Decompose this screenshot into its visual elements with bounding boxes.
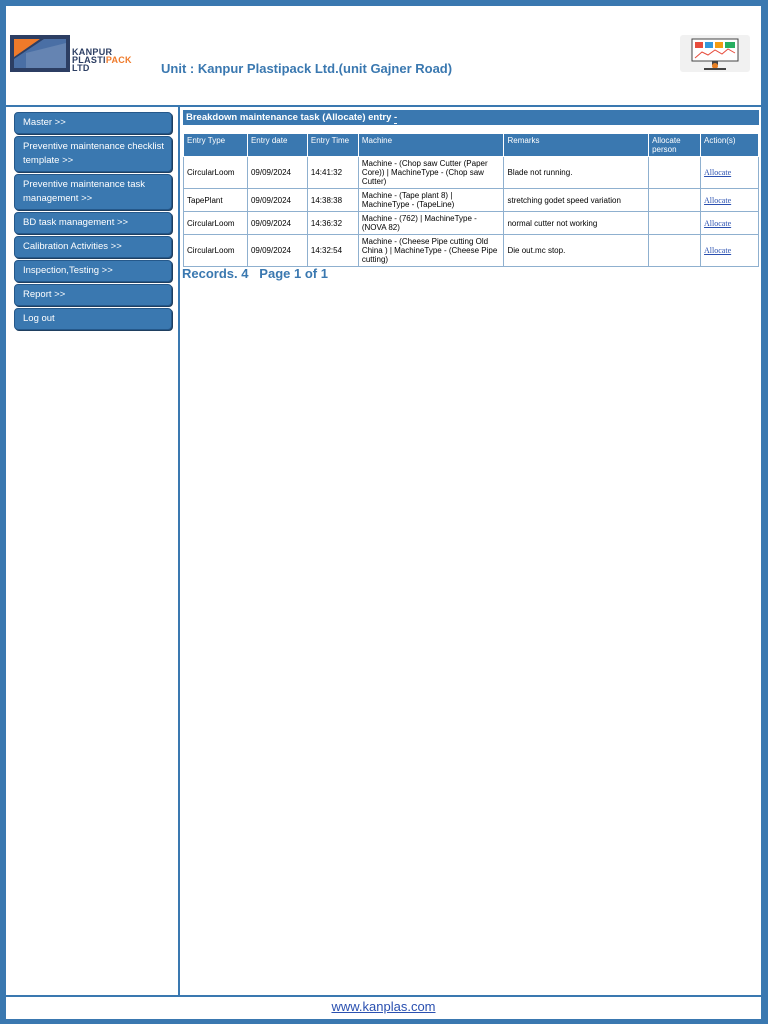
cell-machine: Machine - (Chop saw Cutter (Paper Core)) | MachineType - (Chop saw Cutter) [358, 157, 504, 189]
logo-wordmark [72, 48, 132, 72]
cell-entry-time: 14:36:32 [307, 212, 358, 235]
cell-machine: Machine - (Cheese Pipe cutting Old China ) | MachineType - (Cheese Pipe cutting) [358, 235, 504, 267]
cell-action [701, 235, 759, 267]
logo-line-2a: PLASTI [72, 55, 106, 65]
cell-action [701, 189, 759, 212]
cell-allocate-person [649, 235, 701, 267]
records-pagination-text: Records. 4 Page 1 of 1 [182, 266, 328, 281]
cell-entry-type: CircularLoom [184, 235, 248, 267]
column-header-entry-time: Entry Time [307, 134, 358, 157]
column-header-machine: Machine [358, 134, 504, 157]
column-header-remarks: Remarks [504, 134, 649, 157]
sidebar-item-pm-task-management[interactable]: Preventive maintenance task management >> [14, 174, 172, 210]
allocate-link[interactable]: Allocate [704, 195, 732, 205]
cell-allocate-person [649, 157, 701, 189]
cell-entry-date: 09/09/2024 [247, 235, 307, 267]
page-frame [6, 6, 761, 1019]
cell-allocate-person [649, 189, 701, 212]
cell-entry-date: 09/09/2024 [247, 157, 307, 189]
sidebar-item-logout[interactable]: Log out [14, 308, 172, 330]
sidebar-item-pm-checklist-template[interactable]: Preventive maintenance checklist template >> [14, 136, 172, 172]
allocate-link[interactable]: Allocate [704, 218, 732, 228]
sidebar-item-inspection-testing[interactable]: Inspection,Testing >> [14, 260, 172, 282]
cell-remarks: normal cutter not working [504, 212, 649, 235]
cell-action [701, 157, 759, 189]
column-header-entry-date: Entry date [247, 134, 307, 157]
cell-entry-type: TapePlant [184, 189, 248, 212]
footer-divider [6, 995, 761, 997]
logo-line-1: KANPUR [72, 47, 113, 57]
dashboard-monitor-icon [680, 35, 750, 72]
unit-title: Unit : Kanpur Plastipack Ltd.(unit Gajner Road) [161, 61, 453, 76]
cell-remarks: stretching godet speed variation [504, 189, 649, 212]
sidebar-menu [14, 112, 172, 332]
cell-entry-time: 14:32:54 [307, 235, 358, 267]
table-row [184, 235, 759, 267]
logo-line-3: LTD [72, 63, 90, 73]
cell-machine: Machine - (762) | MachineType - (NOVA 82) [358, 212, 504, 235]
column-header-entry-type: Entry Type [184, 134, 248, 157]
sidebar-item-calibration-activities[interactable]: Calibration Activities >> [14, 236, 172, 258]
column-header-actions: Action(s) [701, 134, 759, 157]
cell-machine: Machine - (Tape plant 8) | MachineType - (TapeLine) [358, 189, 504, 212]
cell-entry-date: 09/09/2024 [247, 212, 307, 235]
allocate-link[interactable]: Allocate [704, 168, 732, 177]
panel-title [183, 110, 759, 125]
cell-entry-date: 09/09/2024 [247, 189, 307, 212]
cell-remarks: Die out.mc stop. [504, 235, 649, 267]
cell-entry-time: 14:38:38 [307, 189, 358, 212]
sidebar-item-master[interactable]: Master >> [14, 112, 172, 134]
table-row [184, 212, 759, 235]
cell-entry-type: CircularLoom [184, 212, 248, 235]
cell-entry-time: 14:41:32 [307, 157, 358, 189]
cell-allocate-person [649, 212, 701, 235]
sidebar [6, 107, 180, 995]
cell-action [701, 212, 759, 235]
sidebar-item-bd-task-management[interactable]: BD task management >> [14, 212, 172, 234]
table-header-row [184, 134, 759, 157]
footer-website-link[interactable]: www.kanplas.com [331, 999, 436, 1014]
sidebar-item-report[interactable]: Report >> [14, 284, 172, 306]
panel-title-suffix: - [394, 112, 398, 123]
logo-line-2b: PACK [105, 55, 132, 65]
allocate-link[interactable]: Allocate [704, 246, 732, 255]
table-row [184, 189, 759, 212]
cell-remarks: Blade not running. [504, 157, 649, 189]
table-row [184, 157, 759, 189]
panel-title-text: Breakdown maintenance task (Allocate) entry [186, 112, 395, 123]
column-header-allocate-person: Allocate person [649, 134, 701, 157]
cell-entry-type: CircularLoom [184, 157, 248, 189]
page-header [6, 6, 761, 105]
breakdown-task-table [183, 133, 759, 267]
